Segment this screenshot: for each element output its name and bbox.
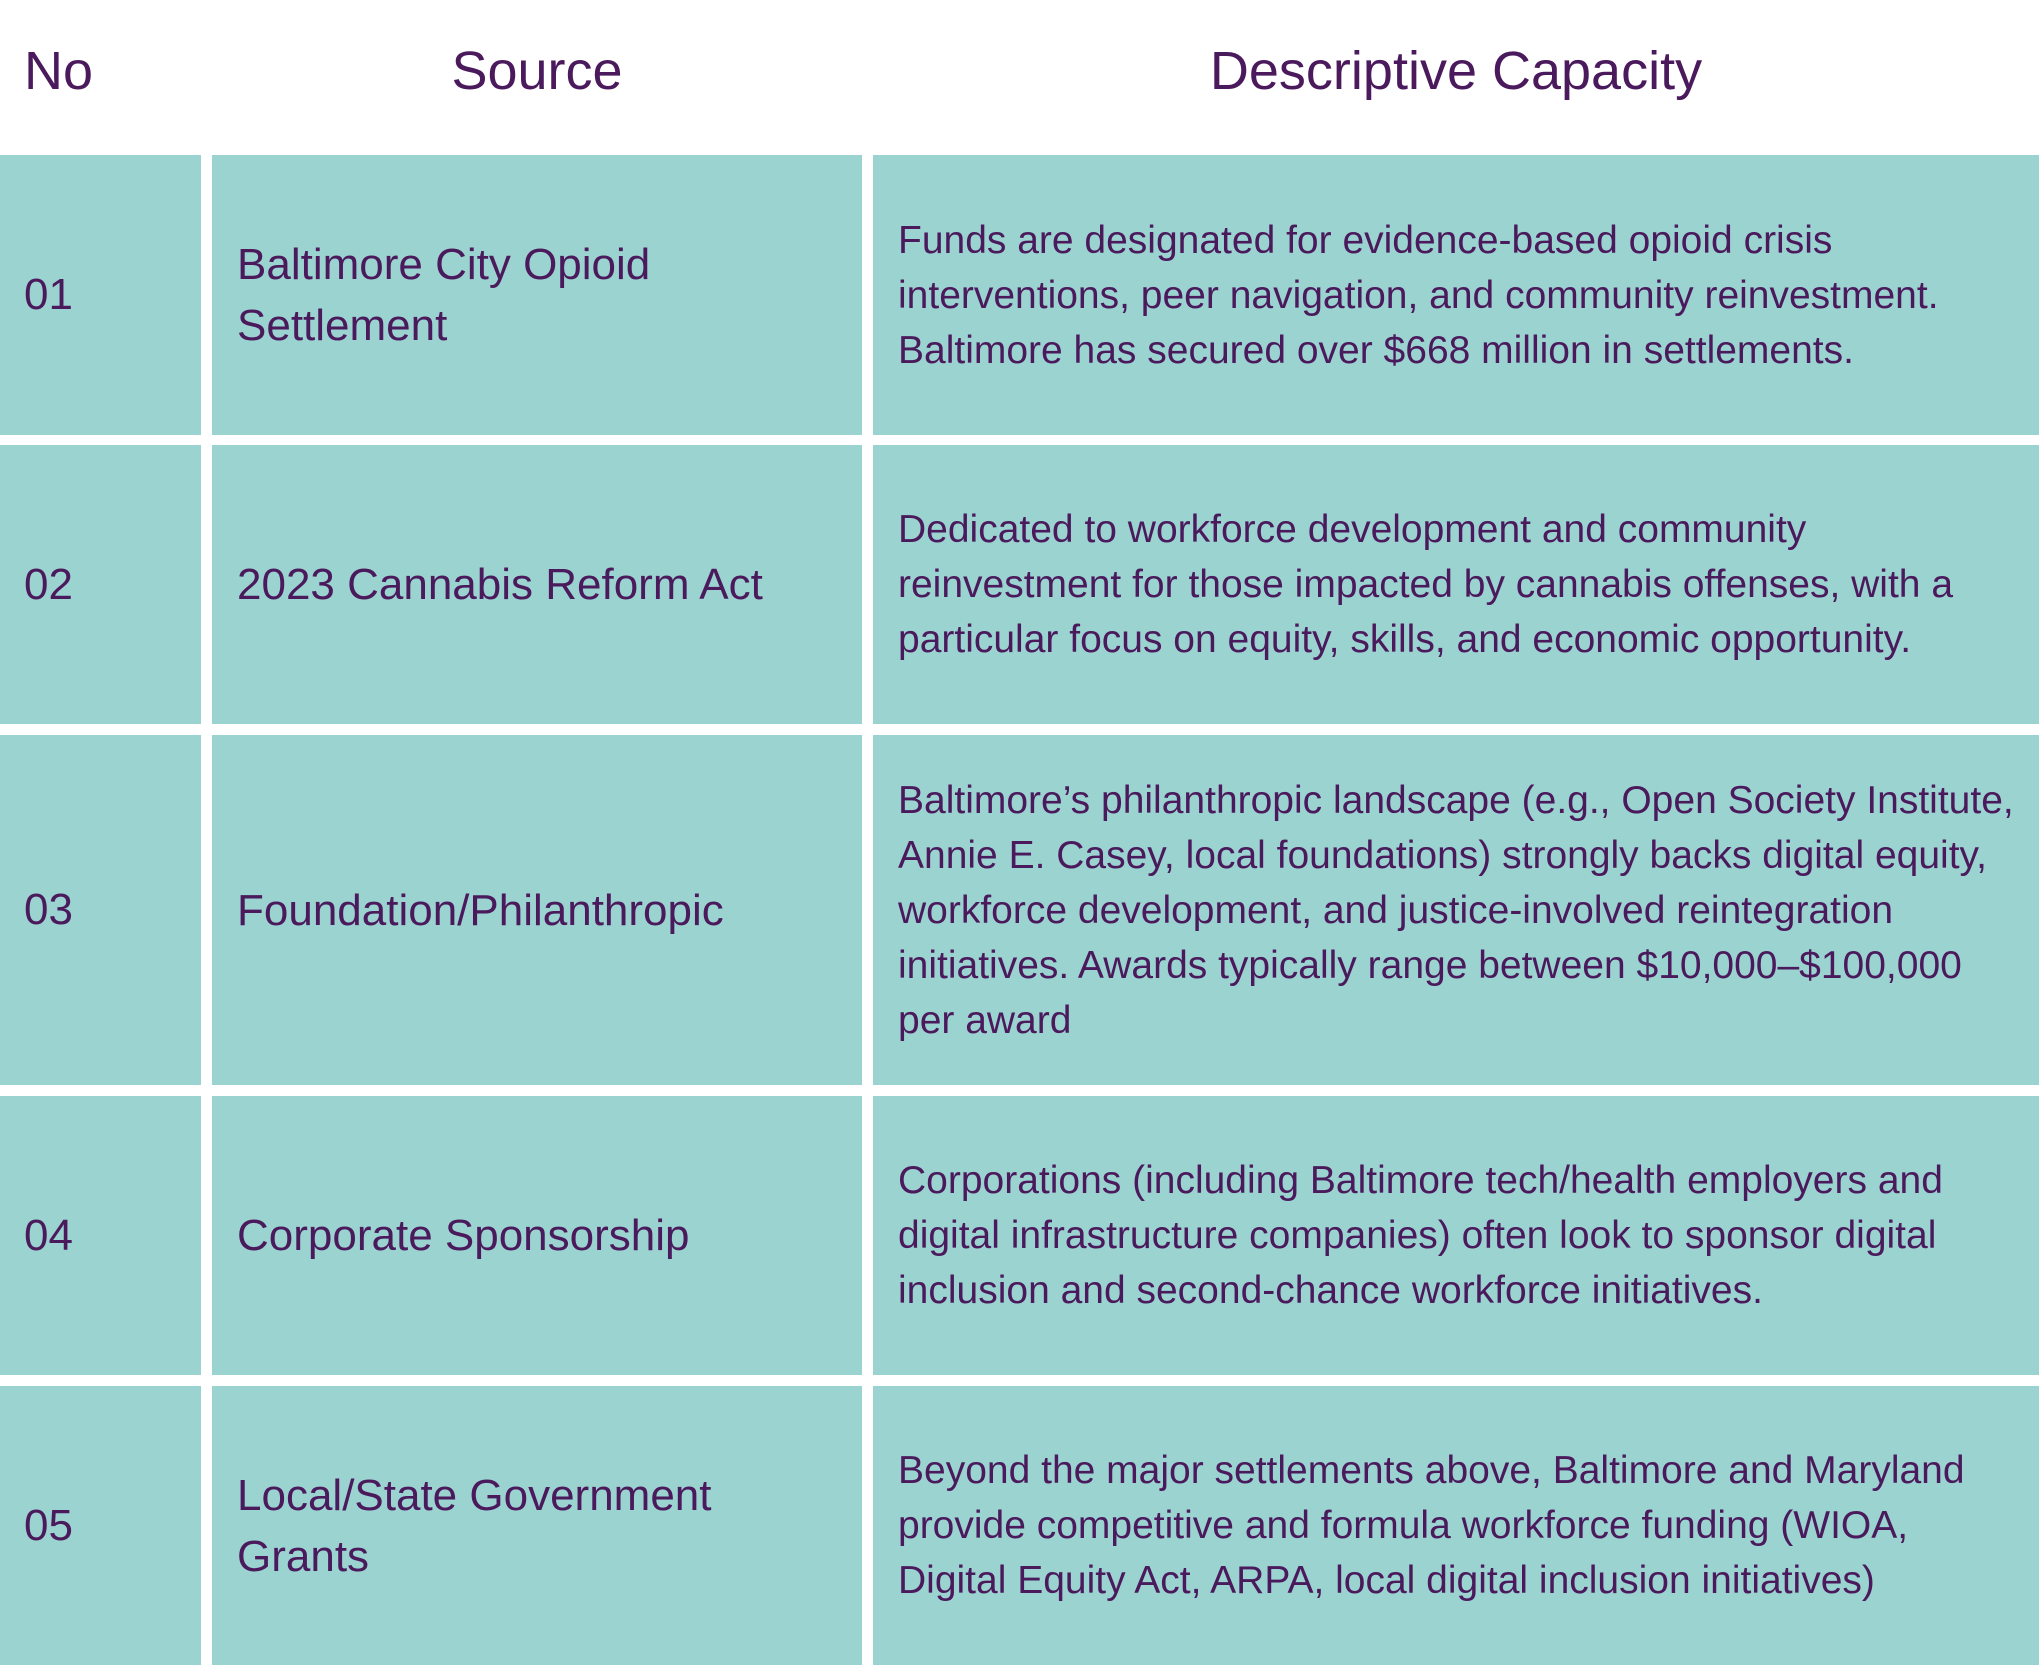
header-description: Descriptive Capacity [1209,41,1703,101]
row-source: Corporate Sponsorship [212,1096,862,1375]
row-description: Corporations (including Baltimore tech/health employers and digital infrastructure companies) often look to sponsor digital inclusion and second-chance workforce initiatives. [873,1096,2039,1375]
table-body [0,155,2039,1665]
row-description: Beyond the major settlements above, Baltimore and Maryland provide competitive and formula workforce funding (WIOA, Digital Equity Act, ARPA, local digital inclusion initiatives) [873,1386,2039,1665]
row-number: 04 [0,1096,201,1375]
table-row [0,1386,2039,1665]
table-row [0,735,2039,1085]
header-source: Source [451,41,623,101]
row-description: Funds are designated for evidence-based opioid crisis interventions, peer navigation, and community reinvestment. Baltimore has secured over $668 million in settlements. [873,155,2039,435]
table-header [0,0,2039,155]
row-description: Baltimore’s philanthropic landscape (e.g., Open Society Institute, Annie E. Casey, local foundations) strongly backs digital equity, workforce development, and justice-involved reintegration initiatives. Awards typically range between $10,000–$100,000 per award [873,735,2039,1085]
table-row [0,1096,2039,1375]
row-description: Dedicated to workforce development and community reinvestment for those impacted by cannabis offenses, with a particular focus on equity, skills, and economic opportunity. [873,445,2039,724]
row-source: Foundation/Philanthropic [212,735,862,1085]
row-number: 01 [0,155,201,435]
header-no: No [24,41,94,101]
row-number: 03 [0,735,201,1085]
row-source: 2023 Cannabis Reform Act [212,445,862,724]
table-row [0,155,2039,435]
row-number: 05 [0,1386,201,1665]
row-source: Local/State Government Grants [212,1386,862,1665]
table-row [0,445,2039,724]
row-number: 02 [0,445,201,724]
row-source: Baltimore City Opioid Settlement [212,155,862,435]
